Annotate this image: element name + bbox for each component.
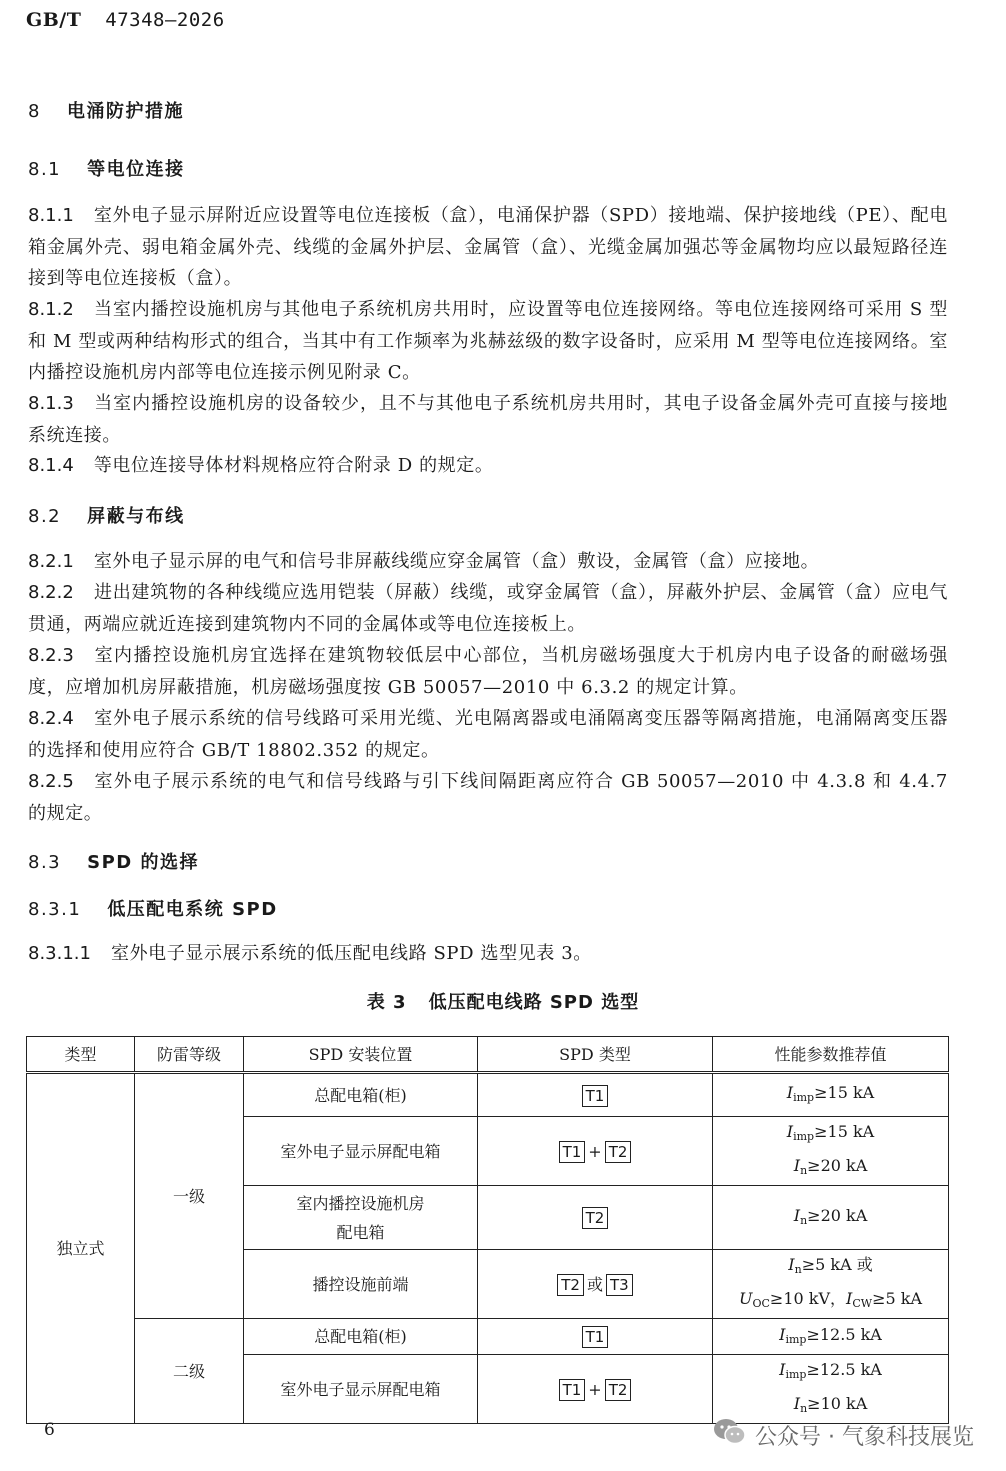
table-row xyxy=(27,1319,949,1355)
param-subscript: CW xyxy=(852,1297,873,1310)
param-symbol: I xyxy=(793,1394,801,1413)
param-value: ≥5 kA xyxy=(872,1289,922,1308)
clause-8-2-5: 8.2.5 室外电子展示系统的电气和信号线路与引下线间隔距离应符合 GB 50057—2010 中 4.3.8 和 4.4.7 的规定。 xyxy=(28,771,948,824)
section-heading-8-1: 8.1 等电位连接 xyxy=(28,159,185,180)
spd-selection-table xyxy=(26,1036,949,1424)
spd-class-box: T2 xyxy=(605,1141,632,1163)
param-subscript: imp xyxy=(785,1368,807,1381)
param-subscript: n xyxy=(800,1164,808,1177)
param-cell xyxy=(713,1355,949,1424)
param-cell xyxy=(713,1250,949,1319)
watermark: 公众号 · 气象科技展览 xyxy=(713,1418,974,1452)
clause-8-1-1: 8.1.1 室外电子显示屏附近应设置等电位连接板（盒），电涌保护器（SPD）接地端、保护接地线（PE）、配电箱金属外壳、弱电箱金属外壳、线缆的金属外护层、金属管（盒）、光缆金属加强芯等金属物均应以最短路径连接到等电位连接板（盒）。 xyxy=(28,205,948,289)
param-value: ≥15 kA xyxy=(814,1083,875,1102)
spd-class-box: T2 xyxy=(557,1274,584,1296)
table-caption: 表 3 低压配电线路 SPD 选型 xyxy=(366,992,640,1013)
spd-class-box: T3 xyxy=(606,1274,633,1296)
param-value: ≥12.5 kA xyxy=(806,1324,882,1344)
location-cell xyxy=(244,1186,478,1250)
clause-8-1-2: 8.1.2 当室内播控设施机房与其他电子系统机房共用时，应设置等电位连接网络。等电位连接网络可采用 S 型和 M 型或两种结构形式的组合，当其中有工作频率为兆赫兹级的数字设备时，应采用 M 型等电位连接网络。室内播控设施机房内部等电位连接示例见附录 C。 xyxy=(28,299,948,383)
param-value: ≥10 kV， xyxy=(769,1289,847,1308)
type-cell: 独立式 xyxy=(27,1073,135,1424)
location-text: 总配电箱(柜) xyxy=(314,1327,407,1346)
location-cell xyxy=(244,1073,478,1117)
param-subscript: imp xyxy=(793,1130,815,1143)
spd-class-box: T1 xyxy=(559,1379,586,1401)
clause-8-2-1: 8.2.1 室外电子显示屏的电气和信号非屏蔽线缆应穿金属管（盒）敷设，金属管（盒）应接地。 xyxy=(28,551,820,572)
location-text: 总配电箱(柜) xyxy=(314,1085,407,1105)
param-value: ≥5 kA 或 xyxy=(801,1255,873,1274)
param-value: ≥10 kA xyxy=(807,1394,868,1413)
location-text: 室外电子显示屏配电箱 xyxy=(280,1379,441,1399)
spd-type-cell xyxy=(478,1319,713,1355)
location-cell xyxy=(244,1117,478,1186)
spd-class-box: T2 xyxy=(605,1379,632,1401)
location-cell xyxy=(244,1319,478,1355)
param-cell xyxy=(713,1319,949,1355)
param-subscript: OC xyxy=(752,1297,770,1310)
param-value: ≥12.5 kA xyxy=(806,1360,882,1379)
spd-type-cell xyxy=(478,1117,713,1186)
param-symbol: I xyxy=(788,1255,795,1274)
param-subscript: n xyxy=(800,1402,808,1415)
spd-type-cell xyxy=(478,1250,713,1319)
clause-8-1-3: 8.1.3 当室内播控设施机房的设备较少，且不与其他电子系统机房共用时，其电子设备金属外壳可直接与接地系统连接。 xyxy=(28,393,948,446)
param-symbol: U xyxy=(738,1289,753,1308)
clause-8-1-4: 8.1.4 等电位连接导体材料规格应符合附录 D 的规定。 xyxy=(28,455,494,476)
page-number: 6 xyxy=(44,1420,55,1440)
param-cell xyxy=(713,1073,949,1117)
column-header: 防雷等级 xyxy=(135,1037,244,1073)
param-subscript: n xyxy=(794,1263,802,1276)
spd-class-box: T1 xyxy=(582,1085,609,1107)
wechat-icon xyxy=(713,1418,755,1452)
param-subscript: imp xyxy=(785,1332,807,1346)
location-cell xyxy=(244,1250,478,1319)
spd-type-cell xyxy=(478,1073,713,1117)
column-header: 类型 xyxy=(27,1037,135,1073)
spd-class-box: T1 xyxy=(559,1141,586,1163)
clause-8-2-3: 8.2.3 室内播控设施机房宜选择在建筑物较低层中心部位，当机房磁场强度大于机房内电子设备的耐磁场强度，应增加机房屏蔽措施，机房磁场强度按 GB 50057—2010 中 6.3.2 的规定计算。 xyxy=(28,645,948,698)
location-text: 室内播控设施机房 xyxy=(296,1193,425,1213)
param-value: ≥20 kA xyxy=(807,1156,868,1175)
clause-8-2-4: 8.2.4 室外电子展示系统的信号线路可采用光缆、光电隔离器或电涌隔离变压器等隔离措施，电涌隔离变压器的选择和使用应符合 GB/T 18802.352 的规定。 xyxy=(28,708,948,761)
section-heading-8-3: 8.3 SPD 的选择 xyxy=(28,852,200,873)
level-cell: 一级 xyxy=(135,1073,244,1319)
param-subscript: imp xyxy=(793,1091,815,1104)
param-cell xyxy=(713,1186,949,1250)
section-heading-8-2: 8.2 屏蔽与布线 xyxy=(28,506,185,527)
spd-type-cell xyxy=(478,1186,713,1250)
location-text: 室外电子显示屏配电箱 xyxy=(280,1141,441,1161)
location-text: 播控设施前端 xyxy=(312,1274,409,1294)
spd-type-cell xyxy=(478,1355,713,1424)
table-header-row xyxy=(27,1037,949,1073)
clause-8-3-1-1: 8.3.1.1 室外电子显示展示系统的低压配电线路 SPD 选型见表 3。 xyxy=(28,943,592,964)
param-symbol: I xyxy=(779,1324,786,1344)
spd-joiner: 或 xyxy=(586,1274,603,1294)
param-symbol: I xyxy=(846,1289,853,1308)
param-symbol: I xyxy=(779,1360,786,1379)
location-cell xyxy=(244,1355,478,1424)
param-value: ≥15 kA xyxy=(814,1122,875,1141)
section-heading-8-3-1: 8.3.1 低压配电系统 SPD xyxy=(28,899,278,920)
spd-joiner: + xyxy=(588,1379,602,1399)
spd-class-box: T1 xyxy=(582,1326,609,1348)
clause-8-2-2: 8.2.2 进出建筑物的各种线缆应选用铠装（屏蔽）线缆，或穿金属管（盒），屏蔽外护层、金属管（盒）应电气贯通，两端应就近连接到建筑物内不同的金属体或等电位连接板上。 xyxy=(28,582,948,635)
param-cell xyxy=(713,1117,949,1186)
param-symbol: I xyxy=(793,1156,801,1175)
level-cell: 二级 xyxy=(135,1319,244,1424)
section-heading-8: 8 电涌防护措施 xyxy=(28,101,184,122)
param-symbol: I xyxy=(786,1122,794,1141)
column-header: SPD 类型 xyxy=(478,1037,713,1073)
param-value: ≥20 kA xyxy=(807,1205,868,1225)
spd-joiner: + xyxy=(588,1141,602,1161)
standard-code: GB/T 47348—2026 xyxy=(26,9,225,31)
param-symbol: I xyxy=(786,1083,794,1102)
param-symbol: I xyxy=(793,1205,801,1225)
spd-class-box: T2 xyxy=(582,1207,609,1229)
location-text: 配电箱 xyxy=(336,1222,385,1242)
column-header: SPD 安装位置 xyxy=(244,1037,478,1073)
column-header: 性能参数推荐值 xyxy=(713,1037,949,1073)
param-subscript: n xyxy=(800,1213,808,1227)
table-row xyxy=(27,1073,949,1117)
